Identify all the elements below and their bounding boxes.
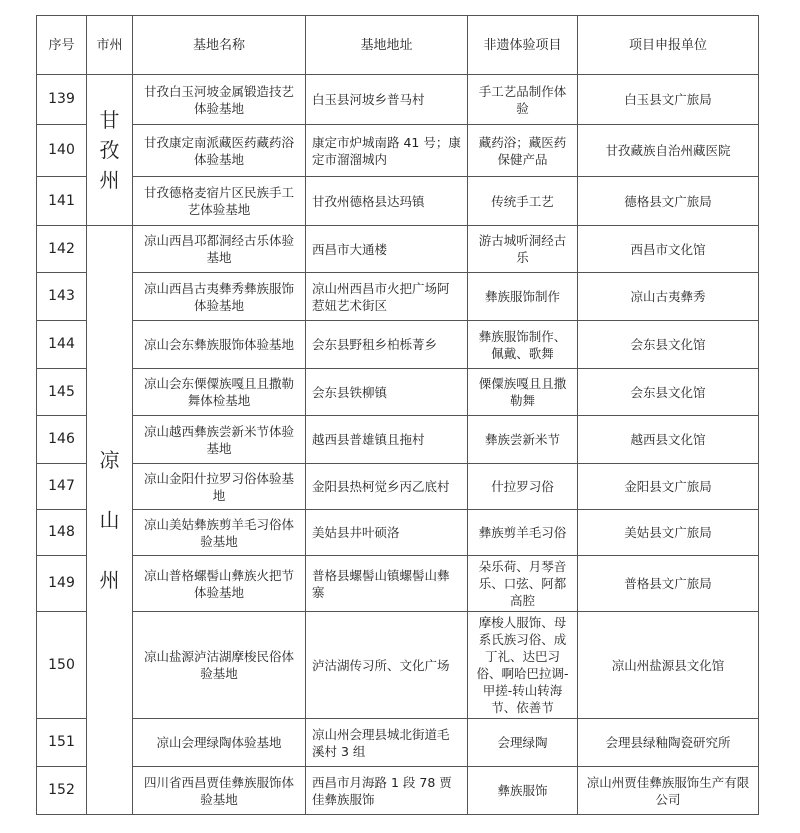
declaring-unit: 越西县文化馆 — [578, 416, 759, 464]
header-city: 市州 — [87, 16, 133, 75]
base-address: 甘孜州德格县达玛镇 — [306, 177, 468, 226]
row-no: 152 — [37, 767, 87, 815]
heritage-item: 手工艺品制作体验 — [468, 75, 578, 125]
heritage-item: 傈僳族嘎且且撒勒舞 — [468, 369, 578, 416]
header-item: 非遗体验项目 — [468, 16, 578, 75]
table-row — [37, 767, 759, 815]
heritage-item: 什拉罗习俗 — [468, 464, 578, 510]
base-address: 凉山州会理县城北街道毛溪村 3 组 — [306, 719, 468, 767]
base-name: 甘孜康定南派藏医药藏药浴体验基地 — [133, 125, 306, 177]
heritage-item: 彝族尝新米节 — [468, 416, 578, 464]
heritage-item: 摩梭人服饰、母系氏族习俗、成丁礼、达巴习俗、啊哈巴拉调-甲搓-转山转海节、依善节 — [468, 612, 578, 719]
base-address: 金阳县热柯觉乡丙乙底村 — [306, 464, 468, 510]
base-name: 凉山普格螺髻山彝族火把节体验基地 — [133, 556, 306, 612]
base-address: 美姑县井叶硕洛 — [306, 510, 468, 556]
base-name: 凉山西昌邛都洞经古乐体验基地 — [133, 226, 306, 273]
base-name: 凉山金阳什拉罗习俗体验基地 — [133, 464, 306, 510]
base-address: 会东县野租乡柏栎菁乡 — [306, 321, 468, 369]
base-address: 凉山州西昌市火把广场阿惹妞艺术街区 — [306, 273, 468, 321]
base-name: 凉山盐源泸沽湖摩梭民俗体验基地 — [133, 612, 306, 719]
base-name: 四川省西昌贾佳彝族服饰体验基地 — [133, 767, 306, 815]
base-name: 凉山美姑彝族剪羊毛习俗体验基地 — [133, 510, 306, 556]
declaring-unit: 美姑县文广旅局 — [578, 510, 759, 556]
base-name: 甘孜德格麦宿片区民族手工艺体验基地 — [133, 177, 306, 226]
heritage-item: 彝族服饰 — [468, 767, 578, 815]
table-row — [37, 321, 759, 369]
heritage-base-table — [36, 15, 759, 815]
table-row — [37, 369, 759, 416]
declaring-unit: 普格县文广旅局 — [578, 556, 759, 612]
table-row — [37, 273, 759, 321]
base-address: 泸沽湖传习所、文化广场 — [306, 612, 468, 719]
city-cell — [87, 75, 133, 226]
heritage-item: 游古城听洞经古乐 — [468, 226, 578, 273]
declaring-unit: 西昌市文化馆 — [578, 226, 759, 273]
city-name: 凉山州 — [99, 448, 120, 592]
base-name: 凉山会理绿陶体验基地 — [133, 719, 306, 767]
table-row — [37, 556, 759, 612]
base-address: 会东县铁柳镇 — [306, 369, 468, 416]
row-no: 141 — [37, 177, 87, 226]
row-no: 140 — [37, 125, 87, 177]
row-no: 144 — [37, 321, 87, 369]
declaring-unit: 凉山州贾佳彝族服饰生产有限公司 — [578, 767, 759, 815]
base-address: 越西县普雄镇且拖村 — [306, 416, 468, 464]
table-row — [37, 226, 759, 273]
row-no: 145 — [37, 369, 87, 416]
row-no: 143 — [37, 273, 87, 321]
heritage-item: 朵乐荷、月琴音乐、口弦、阿都高腔 — [468, 556, 578, 612]
header-address: 基地地址 — [306, 16, 468, 75]
header-unit: 项目申报单位 — [578, 16, 759, 75]
row-no: 150 — [37, 612, 87, 719]
declaring-unit: 德格县文广旅局 — [578, 177, 759, 226]
header-row — [37, 16, 759, 75]
table-row — [37, 464, 759, 510]
base-address: 白玉县河坡乡普马村 — [306, 75, 468, 125]
heritage-item: 彝族服饰制作、佩戴、歌舞 — [468, 321, 578, 369]
row-no: 146 — [37, 416, 87, 464]
table-row — [37, 719, 759, 767]
base-address: 普格县螺髻山镇螺髻山彝寨 — [306, 556, 468, 612]
heritage-item: 会理绿陶 — [468, 719, 578, 767]
table-row — [37, 612, 759, 719]
base-address: 康定市炉城南路 41 号；康定市溜溜城内 — [306, 125, 468, 177]
row-no: 147 — [37, 464, 87, 510]
declaring-unit: 甘孜藏族自治州藏医院 — [578, 125, 759, 177]
city-cell — [87, 226, 133, 815]
declaring-unit: 凉山州盐源县文化馆 — [578, 612, 759, 719]
declaring-unit: 白玉县文广旅局 — [578, 75, 759, 125]
row-no: 149 — [37, 556, 87, 612]
base-name: 甘孜白玉河坡金属锻造技艺体验基地 — [133, 75, 306, 125]
heritage-item: 彝族服饰制作 — [468, 273, 578, 321]
row-no: 139 — [37, 75, 87, 125]
header-name: 基地名称 — [133, 16, 306, 75]
base-name: 凉山西昌古夷彝秀彝族服饰体验基地 — [133, 273, 306, 321]
table-row — [37, 125, 759, 177]
row-no: 148 — [37, 510, 87, 556]
base-name: 凉山会东傈僳族嘎且且撒勒舞体检基地 — [133, 369, 306, 416]
declaring-unit: 凉山古夷彝秀 — [578, 273, 759, 321]
heritage-item: 传统手工艺 — [468, 177, 578, 226]
city-name: 甘孜州 — [99, 108, 120, 192]
declaring-unit: 会东县文化馆 — [578, 321, 759, 369]
declaring-unit: 金阳县文广旅局 — [578, 464, 759, 510]
base-name: 凉山越西彝族尝新米节体验基地 — [133, 416, 306, 464]
table-row — [37, 75, 759, 125]
declaring-unit: 会理县绿釉陶瓷研究所 — [578, 719, 759, 767]
table-row — [37, 510, 759, 556]
base-name: 凉山会东彝族服饰体验基地 — [133, 321, 306, 369]
table-row — [37, 416, 759, 464]
base-address: 西昌市月海路 1 段 78 贾佳彝族服饰 — [306, 767, 468, 815]
header-no: 序号 — [37, 16, 87, 75]
row-no: 151 — [37, 719, 87, 767]
declaring-unit: 会东县文化馆 — [578, 369, 759, 416]
row-no: 142 — [37, 226, 87, 273]
base-address: 西昌市大通楼 — [306, 226, 468, 273]
table-row — [37, 177, 759, 226]
heritage-item: 藏药浴；藏医药保健产品 — [468, 125, 578, 177]
heritage-item: 彝族剪羊毛习俗 — [468, 510, 578, 556]
